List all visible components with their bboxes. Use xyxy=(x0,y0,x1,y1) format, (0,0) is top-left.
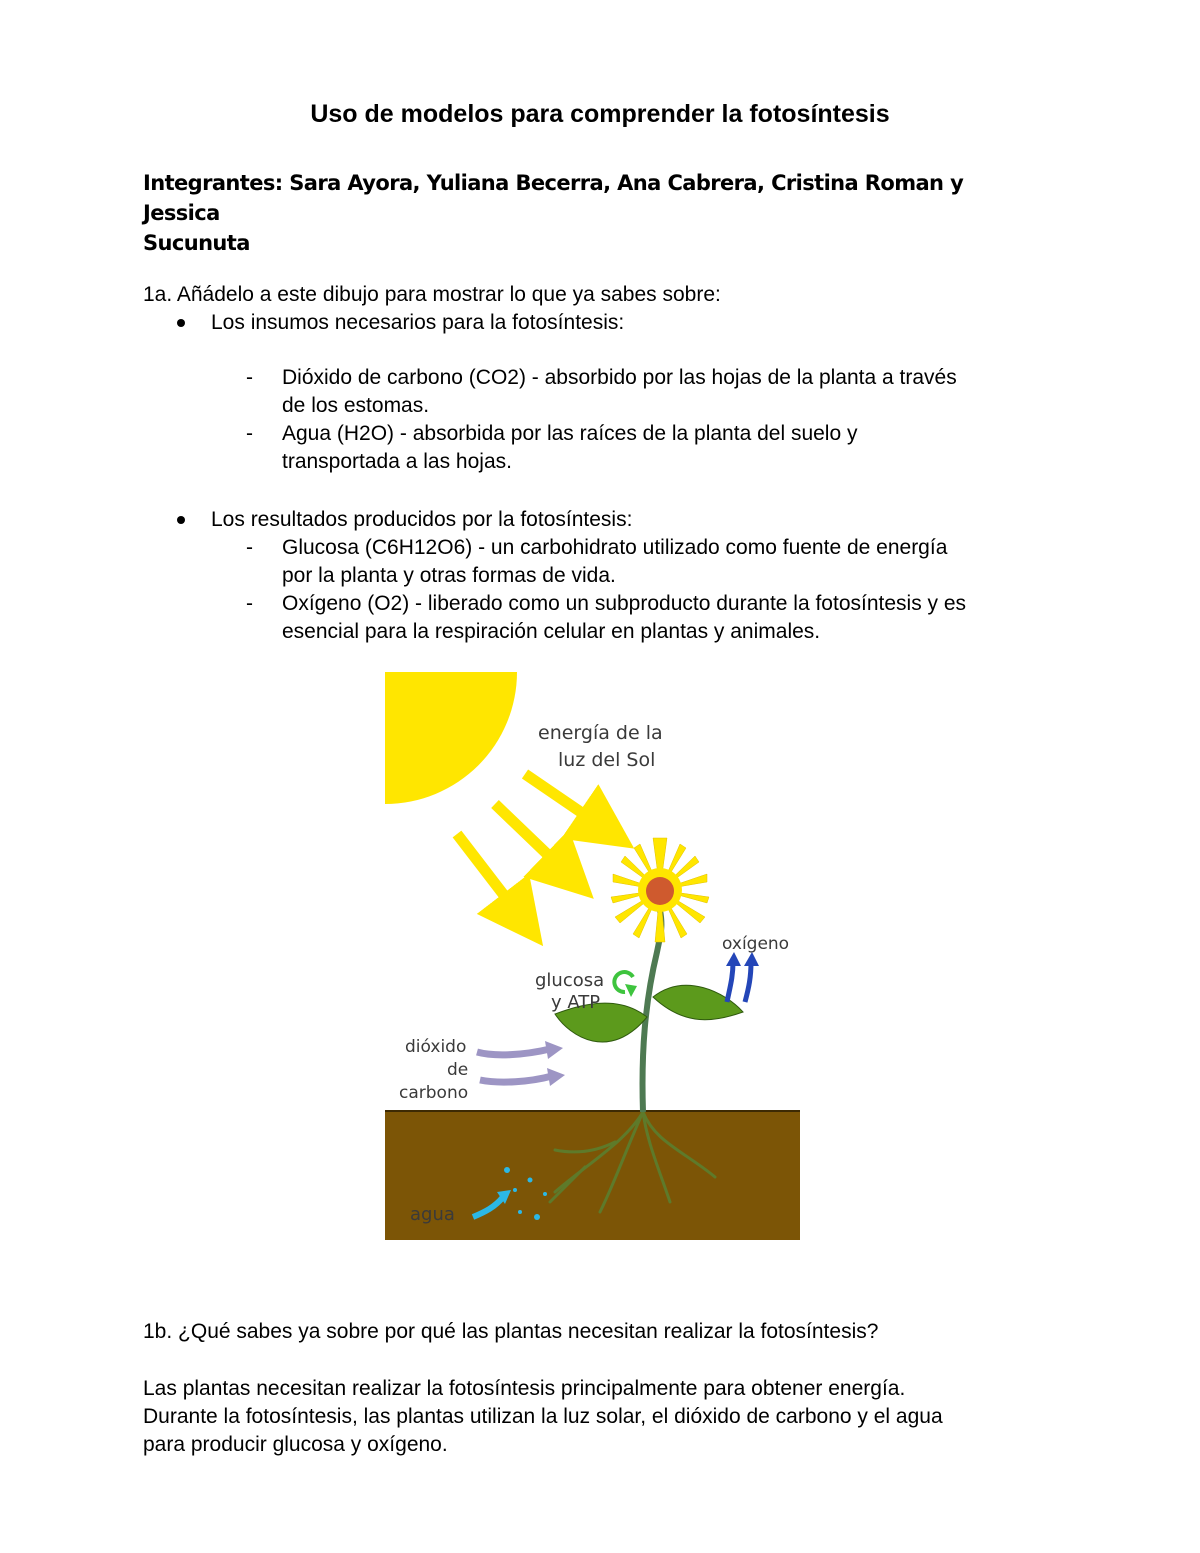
answer-1b xyxy=(143,1375,943,1459)
answer-1b-line-3: para producir glucosa y oxígeno. xyxy=(143,1433,448,1456)
answer-1b-line-1: Las plantas necesitan realizar la fotosíntesis principalmente para obtener energía. xyxy=(143,1377,906,1400)
dash-marker: - xyxy=(246,366,253,389)
sun-label-line-1: energía de la xyxy=(538,722,663,744)
input-item-co2-line1: Dióxido de carbono (CO2) - absorbido por las hojas de la planta a través xyxy=(282,366,957,389)
input-item-water xyxy=(282,420,857,476)
sun-ray-arrow xyxy=(457,834,523,920)
glucose-label-line-1: glucosa xyxy=(535,970,605,991)
co2-arrows xyxy=(477,1041,565,1086)
co2-label-line-2: de xyxy=(447,1060,469,1080)
output-item-glucose-line2: por la planta y otras formas de vida. xyxy=(282,564,616,587)
glucose-arrowhead xyxy=(625,984,637,997)
sunlight-arrows xyxy=(457,774,607,920)
photosynthesis-diagram xyxy=(385,672,800,1240)
answer-1b-line-2: Durante la fotosíntesis, las plantas utilizan la luz solar, el dióxido de carbono y el agua xyxy=(143,1405,943,1428)
dash-marker: - xyxy=(246,536,253,559)
oxygen-label: oxígeno xyxy=(722,934,790,954)
members-line-2: Sucunuta xyxy=(143,231,250,255)
input-item-co2-line2: de los estomas. xyxy=(282,394,430,417)
oxygen-arrows xyxy=(726,952,759,1002)
page-title: Uso de modelos para comprender la fotosíntesis xyxy=(310,100,890,128)
input-item-co2 xyxy=(282,364,957,420)
question-1a-prompt: 1a. Añádelo a este dibujo para mostrar lo que ya sabes sobre: xyxy=(143,283,721,306)
glucose-label-line-2: y ATP xyxy=(551,992,601,1013)
sun-icon xyxy=(385,672,517,804)
question-1b-prompt: 1b. ¿Qué sabes ya sobre por qué las plantas necesitan realizar la fotosíntesis? xyxy=(143,1320,879,1343)
inputs-heading: Los insumos necesarios para la fotosíntesis: xyxy=(211,311,625,334)
bullet-outputs xyxy=(177,516,185,524)
input-item-water-line1: Agua (H2O) - absorbida por las raíces de la planta del suelo y xyxy=(282,422,858,445)
output-item-glucose xyxy=(282,534,947,590)
water-label: agua xyxy=(410,1204,455,1225)
output-item-oxygen xyxy=(282,590,966,646)
co2-label-line-3: carbono xyxy=(399,1083,469,1103)
sun-label-line-2: luz del Sol xyxy=(558,749,656,771)
members-line-1: Integrantes: Sara Ayora, Yuliana Becerra, Ana Cabrera, Cristina Roman y Jessica xyxy=(143,171,964,225)
bullet-inputs xyxy=(177,319,185,327)
sun-ray-arrow xyxy=(495,804,570,876)
output-item-glucose-line1: Glucosa (C6H12O6) - un carbohidrato utilizado como fuente de energía xyxy=(282,536,948,559)
members-block xyxy=(143,168,1013,258)
co2-label-line-1: dióxido xyxy=(405,1037,467,1057)
sun-ray-arrow xyxy=(525,774,607,830)
output-item-oxygen-line2: esencial para la respiración celular en plantas y animales. xyxy=(282,620,821,643)
dash-marker: - xyxy=(246,592,253,615)
input-item-water-line2: transportada a las hojas. xyxy=(282,450,512,473)
output-item-oxygen-line1: Oxígeno (O2) - liberado como un subproducto durante la fotosíntesis y es xyxy=(282,592,967,615)
dash-marker: - xyxy=(246,422,253,445)
flower-center xyxy=(646,877,674,905)
outputs-heading: Los resultados producidos por la fotosíntesis: xyxy=(211,508,633,531)
